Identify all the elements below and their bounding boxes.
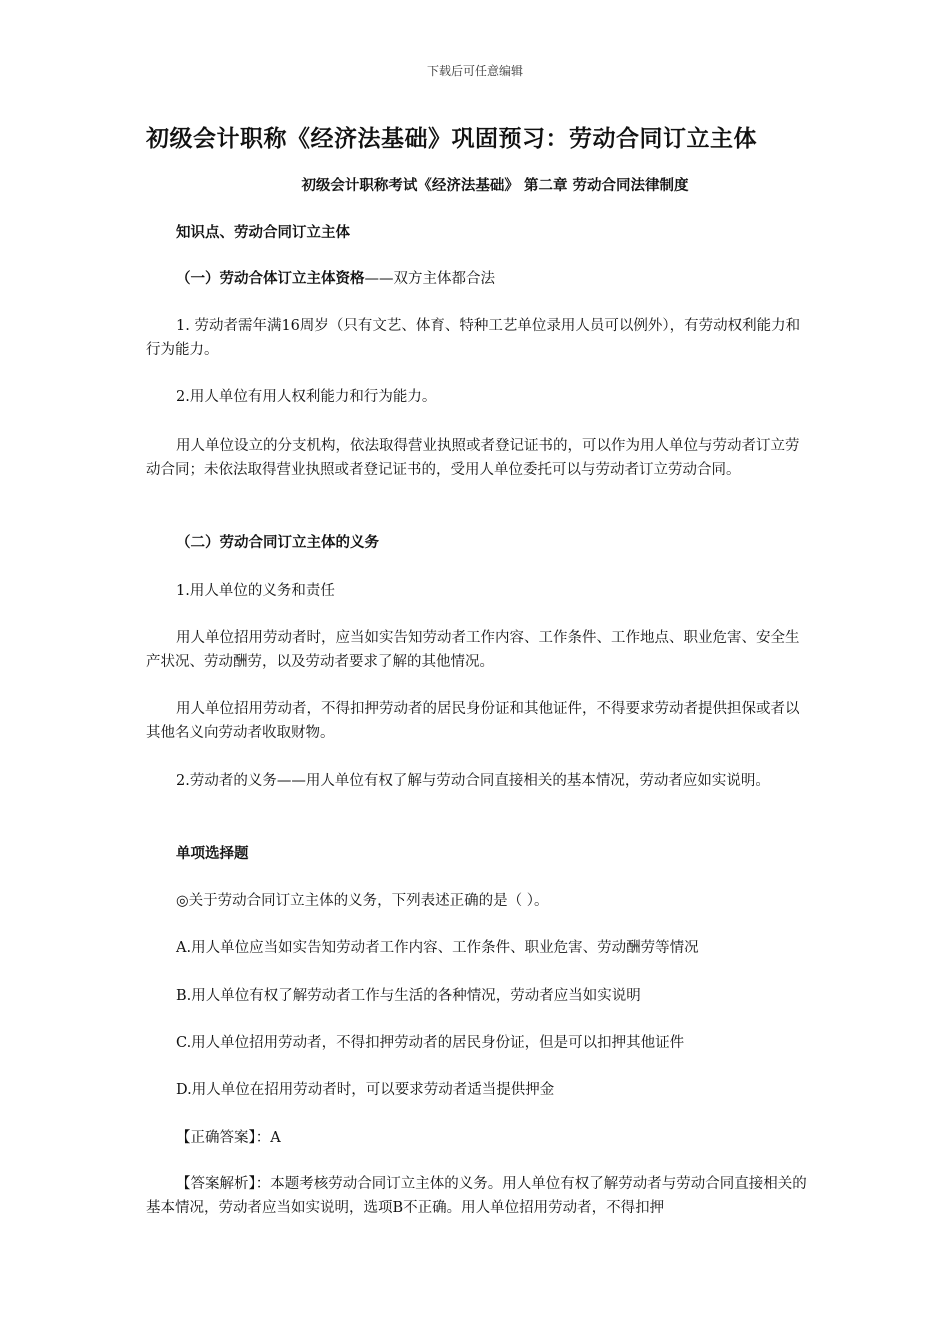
quiz-heading: 单项选择题 [176,846,249,862]
section1-heading [176,267,838,291]
section1-item2: 2.用人单位有用人权利能力和行为能力。 [176,389,437,405]
section1-heading-bold: （一）劳动合体订立主体资格 [176,271,365,287]
analysis-label: 【答案解析】 [176,1176,256,1192]
quiz-option-c: C.用人单位招用劳动者，不得扣押劳动者的居民身份证，但是可以扣押其他证件 [176,1035,685,1051]
page-header: 下载后可任意编辑 [426,64,523,78]
quiz-option-b: B.用人单位有权了解劳动者工作与生活的各种情况，劳动者应当如实说明 [176,988,641,1004]
quiz-analysis [146,1172,808,1220]
section2-para2: 用人单位招用劳动者，不得扣押劳动者的居民身份证和其他证件，不得要求劳动者提供担保或者以其他名义向劳动者收取财物。 [146,701,800,741]
section1-item1: 1. 劳动者需年满16周岁（只有文艺、体育、特种工艺单位录用人员可以例外），有劳动权利能力和行为能力。 [146,318,801,358]
quiz-question: ◎关于劳动合同订立主体的义务，下列表述正确的是（ ）。 [176,893,549,909]
quiz-answer [176,1126,838,1150]
knowledge-point-heading: 知识点、劳动合同订立主体 [176,225,350,241]
answer-value: ：A [255,1130,281,1146]
section2-para1: 用人单位招用劳动者时，应当如实告知劳动者工作内容、工作条件、工作地点、职业危害、安全生产状况、劳动酬劳，以及劳动者要求了解的其他情况。 [146,630,800,670]
quiz-option-a: A.用人单位应当如实告知劳动者工作内容、工作条件、职业危害、劳动酬劳等情况 [176,940,699,956]
page-subtitle: 初级会计职称考试《经济法基础》 第二章 劳动合同法律制度 [301,178,689,194]
page-title: 初级会计职称《经济法基础》巩固预习：劳动合同订立主体 [146,126,757,152]
quiz-option-d: D.用人单位在招用劳动者时，可以要求劳动者适当提供押金 [176,1082,555,1098]
section2-item1: 1.用人单位的义务和责任 [176,583,335,599]
section2-heading: （二）劳动合同订立主体的义务 [176,535,379,551]
analysis-text: ：本题考核劳动合同订立主体的义务。用人单位有权了解劳动者与劳动合同直接相关的基本情况，劳动者应当如实说明，选项B不正确。用人单位招用劳动者，不得扣押 [146,1176,807,1216]
section2-item2: 2.劳动者的义务——用人单位有权了解与劳动合同直接相关的基本情况，劳动者应如实说明。 [176,773,770,789]
section1-para1: 用人单位设立的分支机构，依法取得营业执照或者登记证书的，可以作为用人单位与劳动者订立劳动合同；未依法取得营业执照或者登记证书的，受用人单位委托可以与劳动者订立劳动合同。 [146,438,800,478]
answer-label: 【正确答案】 [176,1130,256,1146]
section1-heading-rest: ——双方主体都合法 [364,271,495,287]
